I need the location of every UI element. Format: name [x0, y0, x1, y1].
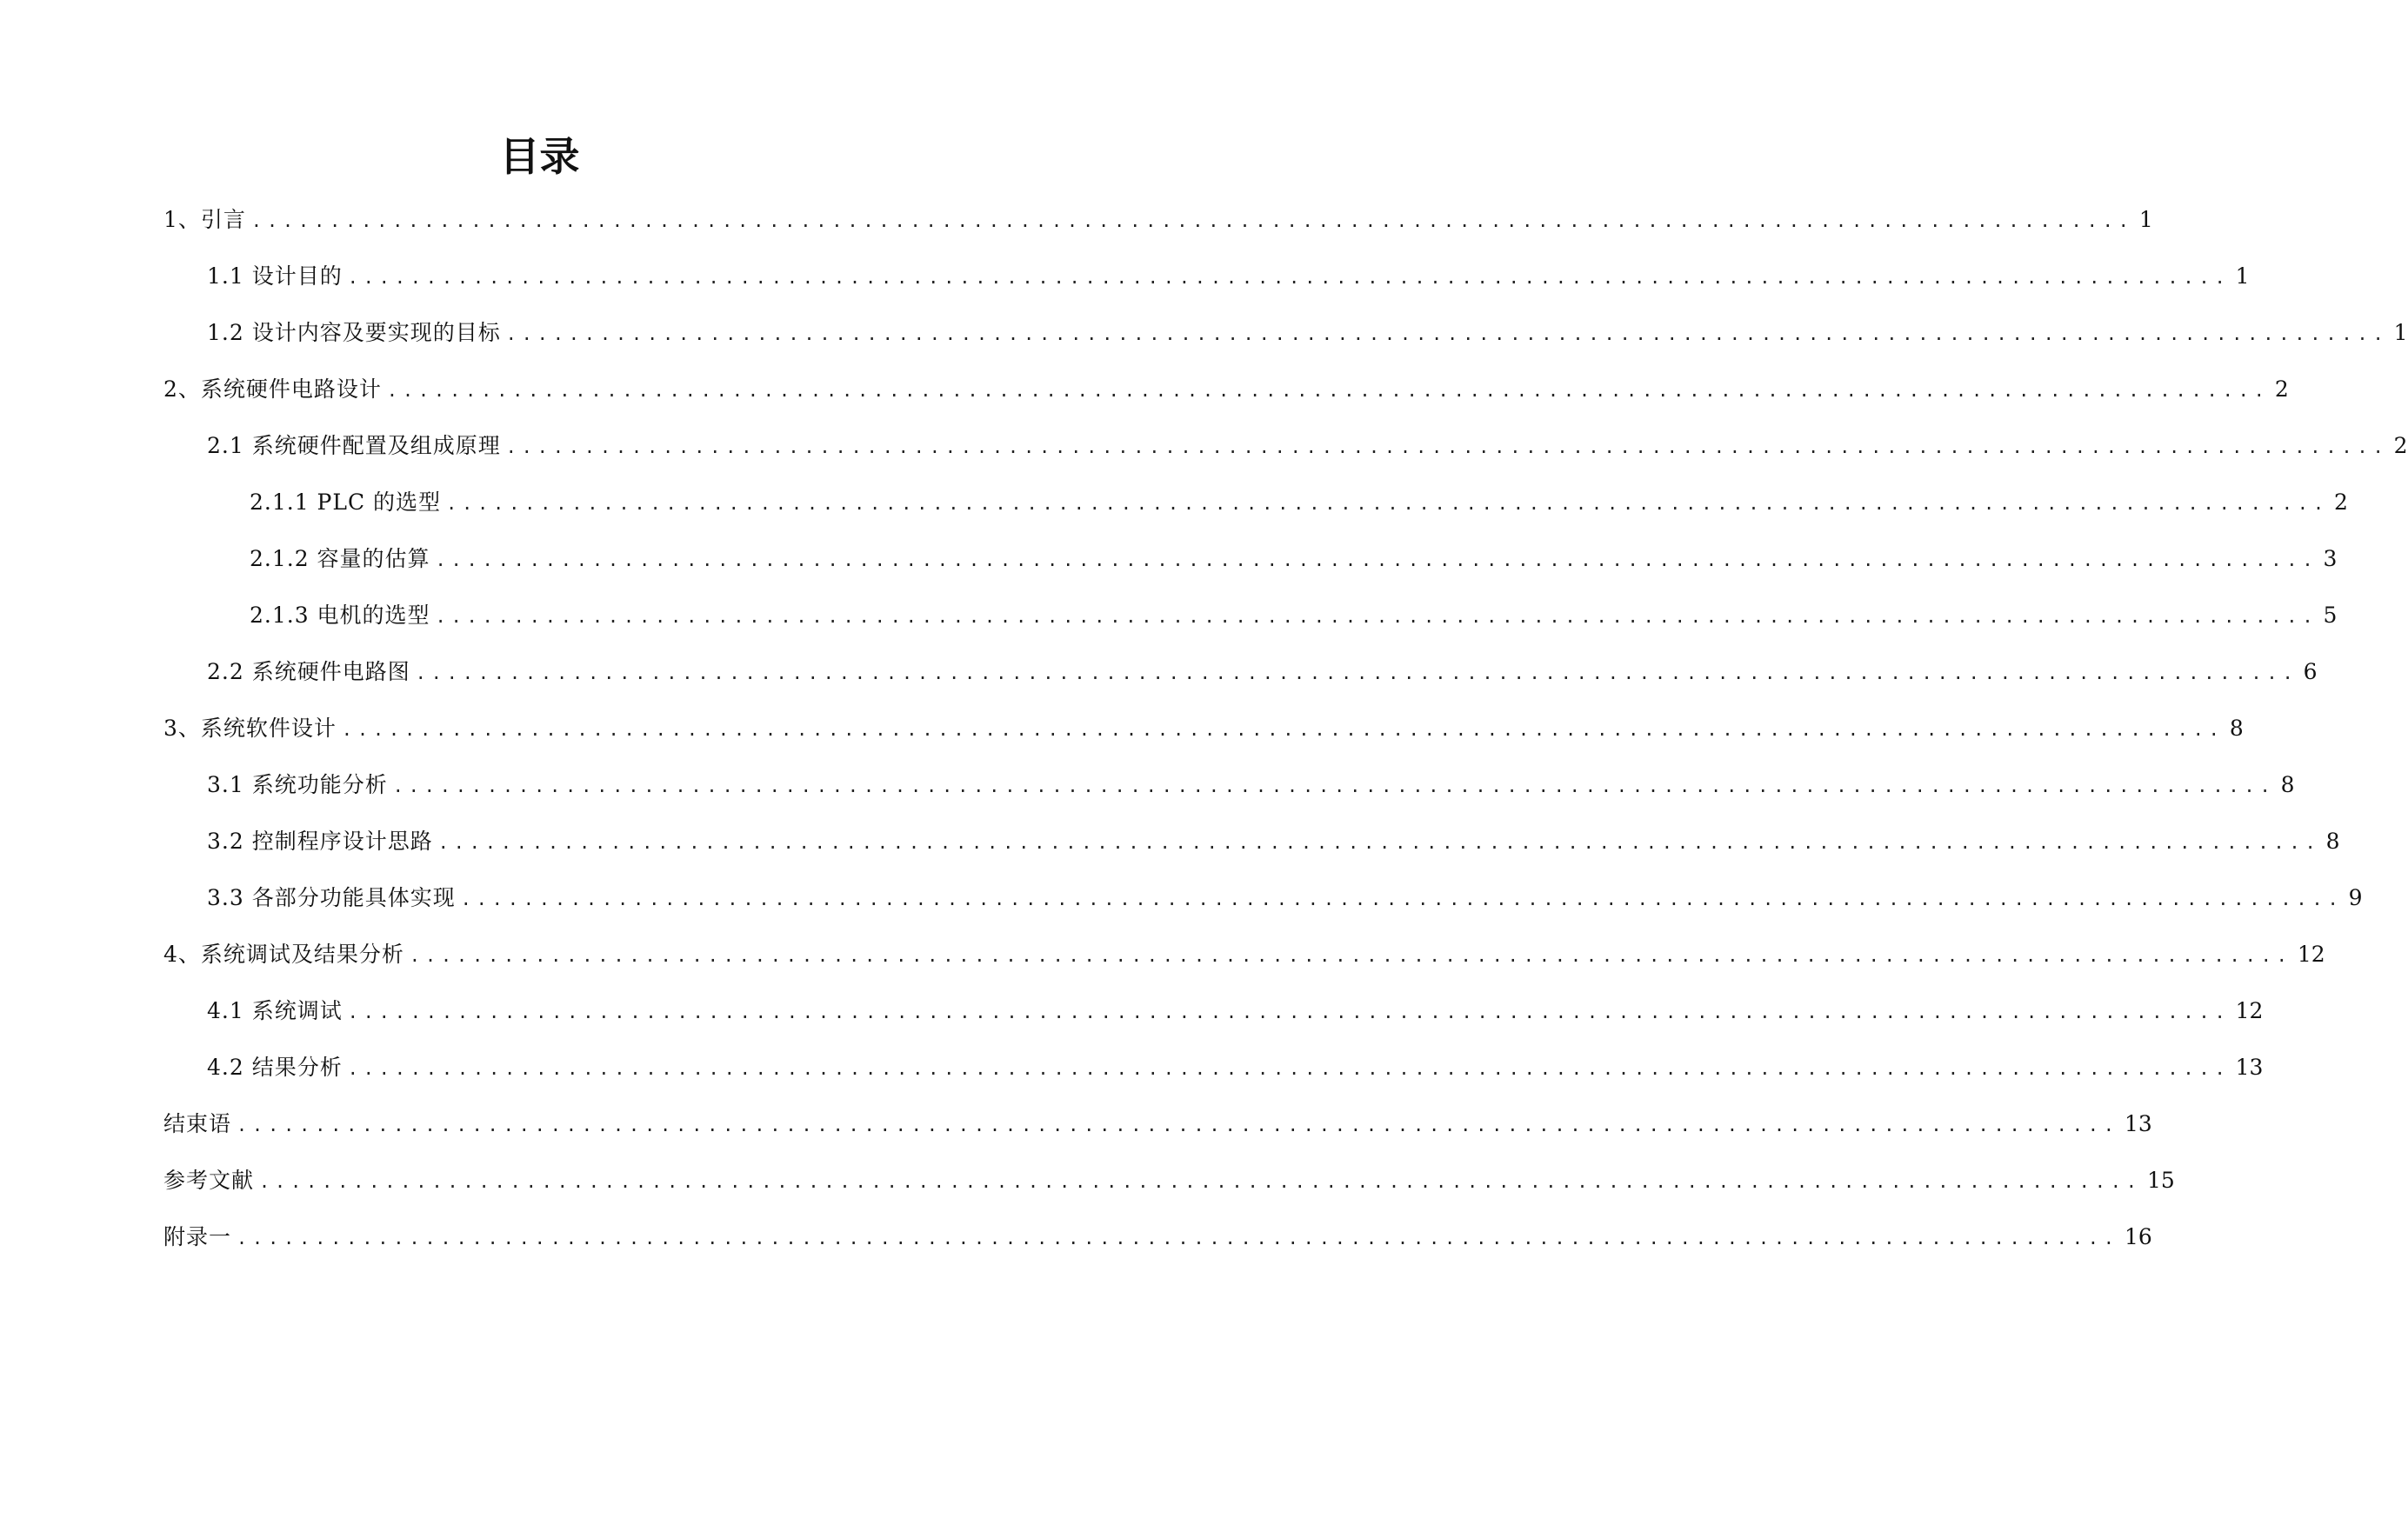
toc-entry-label: 2.1 系统硬件配置及组成原理 — [207, 433, 501, 458]
page-title: 目录 — [499, 133, 580, 180]
toc-entry-label: 4.2 结果分析 — [207, 1055, 343, 1080]
toc-entry[interactable] — [163, 1209, 2152, 1265]
toc-entry-page: 15 — [2146, 1168, 2175, 1193]
toc-dot-leader: ........................................................................................................................ — [250, 210, 2134, 231]
toc-entry-label: 4.1 系统调试 — [207, 998, 343, 1023]
toc-entry-label: 3.2 控制程序设计思路 — [207, 829, 433, 854]
toc-entry[interactable] — [163, 587, 2338, 643]
toc-dot-leader: ........................................................................................................................ — [415, 663, 2298, 683]
toc-dot-leader: ........................................................................................................................ — [435, 606, 2318, 627]
toc-dot-leader: ........................................................................................................................ — [347, 1002, 2231, 1022]
toc-entry[interactable] — [163, 1152, 2175, 1209]
toc-entry-page: 6 — [2303, 659, 2318, 684]
toc-dot-leader: ........................................................................................................................ — [341, 719, 2225, 740]
toc-entry[interactable] — [163, 248, 2250, 304]
toc-entry-page: 12 — [2297, 942, 2325, 967]
toc-entry[interactable] — [163, 700, 2244, 756]
toc-entry-label: 2.2 系统硬件电路图 — [207, 659, 410, 684]
toc-dot-leader: ........................................................................................................................ — [437, 832, 2321, 853]
toc-entry-label: 附录一 — [163, 1224, 232, 1249]
toc-entry[interactable] — [163, 417, 2408, 474]
toc-entry-page: 16 — [2124, 1224, 2152, 1249]
toc-entry-page: 12 — [2235, 998, 2264, 1023]
toc-entry[interactable] — [163, 813, 2340, 869]
toc-entry[interactable] — [163, 1039, 2264, 1095]
toc-entry-page: 3 — [2323, 546, 2338, 571]
toc-dot-leader: ........................................................................................................................ — [347, 1058, 2231, 1079]
toc-entry[interactable] — [163, 191, 2153, 248]
toc-entry-page: 1 — [2138, 207, 2153, 232]
toc-entry-label: 参考文献 — [163, 1168, 255, 1193]
toc-entry-page: 8 — [2229, 716, 2244, 741]
toc-dot-leader: ........................................................................................................................ — [392, 776, 2276, 796]
toc-entry-page: 13 — [2124, 1111, 2152, 1136]
toc-dot-leader: ........................................................................................................................ — [460, 889, 2344, 909]
toc-entry-page: 8 — [2325, 829, 2340, 854]
toc-entry-page: 9 — [2348, 885, 2363, 910]
toc-entry-page: 13 — [2235, 1055, 2264, 1080]
toc-entry-page: 1 — [2235, 263, 2250, 289]
toc-entry-label: 2、系统硬件电路设计 — [163, 376, 382, 402]
toc-dot-leader: ........................................................................................................................ — [237, 1228, 2119, 1249]
toc-entry-label: 2.1.3 电机的选型 — [250, 603, 430, 628]
toc-entry[interactable] — [163, 361, 2289, 417]
toc-entry[interactable] — [163, 474, 2348, 530]
toc-entry-label: 1.2 设计内容及要实现的目标 — [207, 320, 501, 345]
toc-entry-label: 3.3 各部分功能具体实现 — [207, 885, 456, 910]
toc-entry-label: 3、系统软件设计 — [163, 716, 337, 741]
toc-entry-label: 2.1.1 PLC 的选型 — [250, 489, 442, 515]
toc-entry[interactable] — [163, 869, 2363, 926]
toc-entry[interactable] — [163, 530, 2338, 587]
toc-dot-leader: ........................................................................................................................ — [237, 1115, 2119, 1135]
toc-dot-leader: ........................................................................................................................ — [409, 945, 2292, 966]
toc-entry-label: 4、系统调试及结果分析 — [163, 942, 404, 967]
toc-dot-leader: ........................................................................................................................ — [505, 323, 2389, 344]
toc-entry-page: 8 — [2280, 772, 2295, 797]
toc-entry-page: 2 — [2274, 376, 2289, 402]
toc-entry-label: 2.1.2 容量的估算 — [250, 546, 430, 571]
toc-dot-leader: ........................................................................................................................ — [505, 436, 2389, 457]
toc-entry[interactable] — [163, 756, 2295, 813]
toc-entry-page: 1 — [2393, 320, 2408, 345]
toc-dot-leader: ........................................................................................................................ — [435, 549, 2318, 570]
toc-entry-label: 1、引言 — [163, 207, 246, 232]
toc-entry-page: 5 — [2323, 603, 2338, 628]
toc-entry[interactable] — [163, 1095, 2152, 1152]
toc-dot-leader: ........................................................................................................................ — [386, 380, 2270, 401]
toc-entry[interactable] — [163, 982, 2264, 1039]
table-of-contents — [163, 191, 2408, 1265]
toc-entry[interactable] — [163, 926, 2325, 982]
toc-dot-leader: ........................................................................................................................ — [259, 1171, 2142, 1192]
toc-entry-label: 结束语 — [163, 1111, 232, 1136]
toc-dot-leader: ........................................................................................................................ — [446, 493, 2329, 514]
toc-entry-page: 2 — [2393, 433, 2408, 458]
toc-entry[interactable] — [163, 304, 2408, 361]
toc-entry-label: 3.1 系统功能分析 — [207, 772, 388, 797]
toc-entry-label: 1.1 设计目的 — [207, 263, 343, 289]
toc-entry[interactable] — [163, 643, 2318, 700]
toc-entry-page: 2 — [2333, 489, 2348, 515]
toc-dot-leader: ........................................................................................................................ — [347, 267, 2231, 288]
